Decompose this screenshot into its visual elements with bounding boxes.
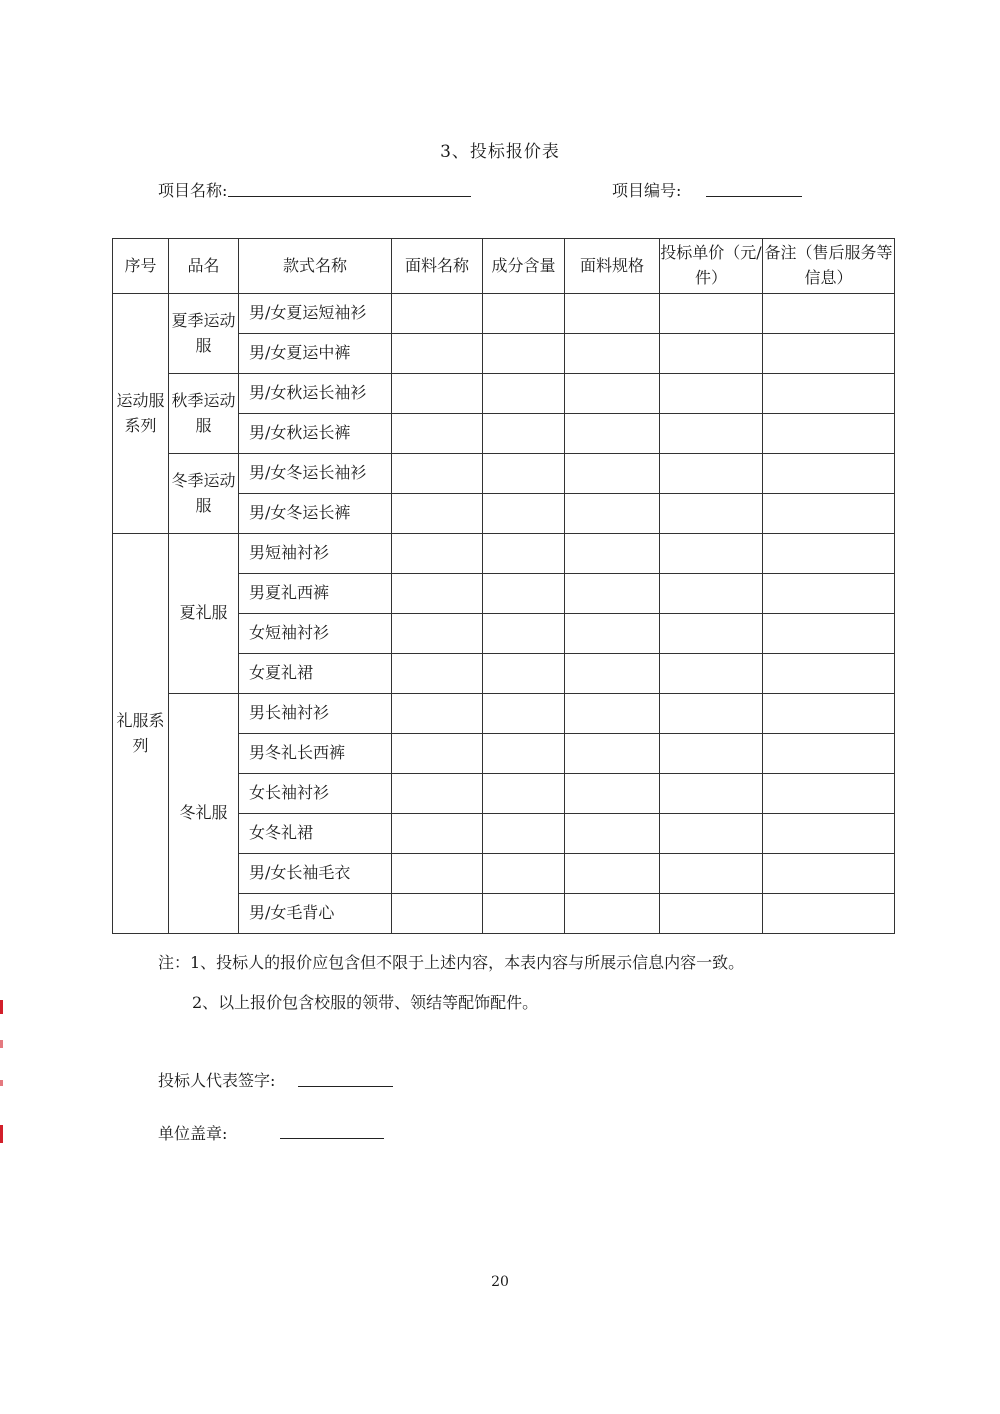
project-no-field[interactable] (706, 196, 802, 197)
remarks-cell[interactable] (763, 494, 895, 534)
table-row (113, 294, 895, 334)
unit-price-cell[interactable] (660, 534, 763, 574)
seal-label: 单位盖章: (158, 1124, 228, 1143)
unit-price-cell[interactable] (660, 734, 763, 774)
fabric-name-cell[interactable] (392, 654, 483, 694)
fabric-spec-cell[interactable] (565, 334, 660, 374)
style-name-cell: 男/女冬运长裤 (239, 494, 392, 534)
fabric-name-cell[interactable] (392, 854, 483, 894)
composition-cell[interactable] (483, 894, 565, 934)
unit-price-cell[interactable] (660, 414, 763, 454)
series-cell: 礼服系列 (113, 534, 169, 934)
remarks-cell[interactable] (763, 574, 895, 614)
unit-price-cell[interactable] (660, 494, 763, 534)
fabric-spec-cell[interactable] (565, 294, 660, 334)
remarks-cell[interactable] (763, 774, 895, 814)
table-row (113, 694, 895, 734)
scan-mark (0, 1000, 3, 1014)
style-name-cell: 男冬礼长西裤 (239, 734, 392, 774)
style-name-cell: 男/女秋运长袖衫 (239, 374, 392, 414)
col-header: 面料名称 (392, 239, 483, 294)
composition-cell[interactable] (483, 334, 565, 374)
fabric-spec-cell[interactable] (565, 614, 660, 654)
fabric-name-cell[interactable] (392, 534, 483, 574)
fabric-name-cell[interactable] (392, 774, 483, 814)
fabric-name-cell[interactable] (392, 574, 483, 614)
col-header: 成分含量 (483, 239, 565, 294)
fabric-name-cell[interactable] (392, 894, 483, 934)
fabric-spec-cell[interactable] (565, 494, 660, 534)
fabric-name-cell[interactable] (392, 614, 483, 654)
fabric-spec-cell[interactable] (565, 854, 660, 894)
composition-cell[interactable] (483, 854, 565, 894)
table-header-row (113, 239, 895, 294)
style-name-cell: 男长袖衬衫 (239, 694, 392, 734)
category-cell: 冬礼服 (169, 694, 239, 934)
style-name-cell: 女夏礼裙 (239, 654, 392, 694)
fabric-spec-cell[interactable] (565, 894, 660, 934)
fabric-spec-cell[interactable] (565, 374, 660, 414)
note-1: 注：1、投标人的报价应包含但不限于上述内容，本表内容与所展示信息内容一致。 (158, 953, 745, 972)
fabric-name-cell[interactable] (392, 494, 483, 534)
fabric-spec-cell[interactable] (565, 734, 660, 774)
composition-cell[interactable] (483, 294, 565, 334)
col-header: 款式名称 (239, 239, 392, 294)
project-no-label: 项目编号: (612, 181, 682, 200)
style-name-cell: 男短袖衬衫 (239, 534, 392, 574)
rep-signature-label: 投标人代表签字: (158, 1071, 276, 1090)
remarks-cell[interactable] (763, 694, 895, 734)
scan-mark (0, 1080, 3, 1086)
category-cell: 夏礼服 (169, 534, 239, 694)
col-header: 面料规格 (565, 239, 660, 294)
fabric-name-cell[interactable] (392, 814, 483, 854)
unit-price-cell[interactable] (660, 454, 763, 494)
unit-price-cell[interactable] (660, 614, 763, 654)
unit-price-cell[interactable] (660, 334, 763, 374)
style-name-cell: 男/女夏运短袖衫 (239, 294, 392, 334)
unit-price-cell[interactable] (660, 854, 763, 894)
bid-price-table (112, 238, 895, 934)
page-title: 3、投标报价表 (440, 142, 560, 162)
composition-cell[interactable] (483, 494, 565, 534)
composition-cell[interactable] (483, 814, 565, 854)
fabric-spec-cell[interactable] (565, 694, 660, 734)
remarks-cell[interactable] (763, 374, 895, 414)
composition-cell[interactable] (483, 774, 565, 814)
fabric-spec-cell[interactable] (565, 654, 660, 694)
composition-cell[interactable] (483, 734, 565, 774)
remarks-cell[interactable] (763, 414, 895, 454)
fabric-spec-cell[interactable] (565, 414, 660, 454)
style-name-cell: 男/女夏运中裤 (239, 334, 392, 374)
fabric-spec-cell[interactable] (565, 774, 660, 814)
unit-price-cell[interactable] (660, 574, 763, 614)
unit-price-cell[interactable] (660, 814, 763, 854)
remarks-cell[interactable] (763, 534, 895, 574)
style-name-cell: 女短袖衬衫 (239, 614, 392, 654)
project-name-field[interactable] (228, 196, 471, 197)
composition-cell[interactable] (483, 654, 565, 694)
fabric-name-cell[interactable] (392, 374, 483, 414)
table-row (113, 374, 895, 414)
remarks-cell[interactable] (763, 294, 895, 334)
note-2: 2、以上报价包含校服的领带、领结等配饰配件。 (192, 993, 539, 1012)
composition-cell[interactable] (483, 694, 565, 734)
fabric-spec-cell[interactable] (565, 814, 660, 854)
fabric-name-cell[interactable] (392, 454, 483, 494)
scan-mark (0, 1125, 3, 1143)
col-header: 序号 (113, 239, 169, 294)
table-row (113, 534, 895, 574)
fabric-spec-cell[interactable] (565, 574, 660, 614)
style-name-cell: 男/女冬运长袖衫 (239, 454, 392, 494)
unit-price-cell[interactable] (660, 694, 763, 734)
unit-price-cell[interactable] (660, 654, 763, 694)
table-row (113, 454, 895, 494)
category-cell: 秋季运动服 (169, 374, 239, 454)
col-header: 品名 (169, 239, 239, 294)
remarks-cell[interactable] (763, 334, 895, 374)
seal-field[interactable] (280, 1138, 384, 1139)
fabric-spec-cell[interactable] (565, 454, 660, 494)
composition-cell[interactable] (483, 574, 565, 614)
style-name-cell: 女冬礼裙 (239, 814, 392, 854)
style-name-cell: 男/女毛背心 (239, 894, 392, 934)
project-name-label: 项目名称: (158, 181, 228, 200)
composition-cell[interactable] (483, 454, 565, 494)
composition-cell[interactable] (483, 614, 565, 654)
unit-price-cell[interactable] (660, 294, 763, 334)
style-name-cell: 女长袖衬衫 (239, 774, 392, 814)
unit-price-cell[interactable] (660, 774, 763, 814)
fabric-spec-cell[interactable] (565, 534, 660, 574)
composition-cell[interactable] (483, 534, 565, 574)
page-number: 20 (491, 1274, 509, 1290)
fabric-name-cell[interactable] (392, 734, 483, 774)
fabric-name-cell[interactable] (392, 694, 483, 734)
category-cell: 夏季运动服 (169, 294, 239, 374)
col-header: 备注（售后服务等信息） (763, 239, 895, 294)
style-name-cell: 男/女秋运长裤 (239, 414, 392, 454)
composition-cell[interactable] (483, 414, 565, 454)
composition-cell[interactable] (483, 374, 565, 414)
category-cell: 冬季运动服 (169, 454, 239, 534)
remarks-cell[interactable] (763, 614, 895, 654)
unit-price-cell[interactable] (660, 374, 763, 414)
remarks-cell[interactable] (763, 654, 895, 694)
col-header: 投标单价（元/件） (660, 239, 763, 294)
scan-mark (0, 1040, 3, 1048)
unit-price-cell[interactable] (660, 894, 763, 934)
series-cell: 运动服系列 (113, 294, 169, 534)
fabric-name-cell[interactable] (392, 334, 483, 374)
remarks-cell[interactable] (763, 854, 895, 894)
fabric-name-cell[interactable] (392, 414, 483, 454)
fabric-name-cell[interactable] (392, 294, 483, 334)
remarks-cell[interactable] (763, 814, 895, 854)
rep-signature-field[interactable] (298, 1086, 393, 1087)
style-name-cell: 男/女长袖毛衣 (239, 854, 392, 894)
remarks-cell[interactable] (763, 734, 895, 774)
remarks-cell[interactable] (763, 894, 895, 934)
style-name-cell: 男夏礼西裤 (239, 574, 392, 614)
remarks-cell[interactable] (763, 454, 895, 494)
